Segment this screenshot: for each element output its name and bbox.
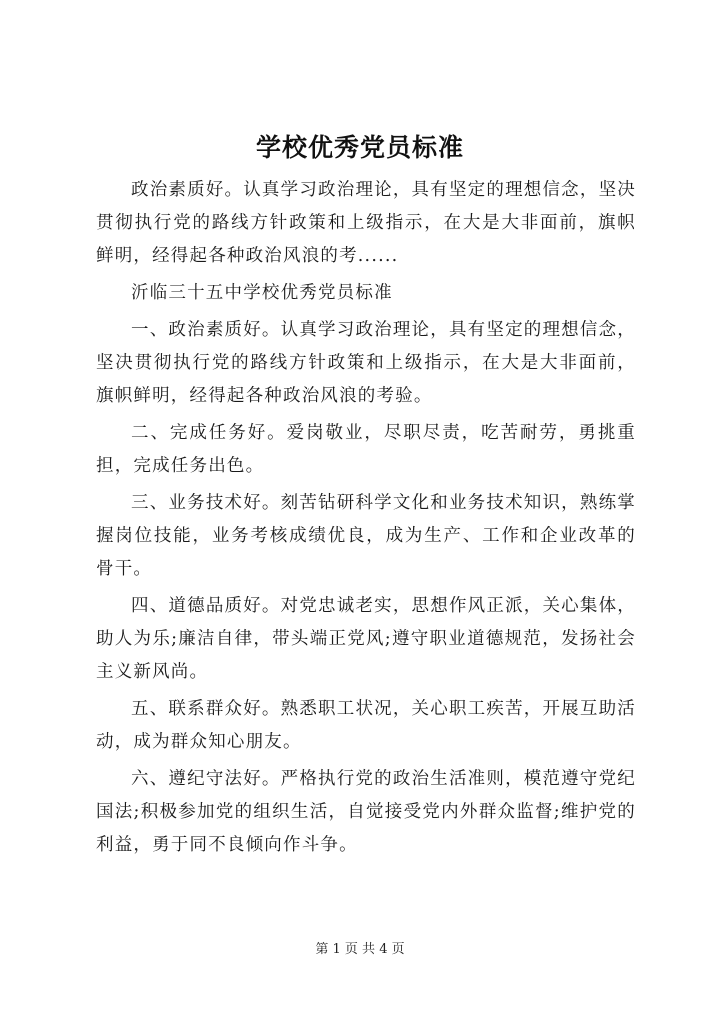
- standard-item-1: 一、政治素质好。认真学习政治理论，具有坚定的理想信念，坚决贯彻执行党的路线方针政策和上级指示，在大是大非面前，旗帜鲜明，经得起各种政治风浪的考验。: [96, 320, 636, 406]
- document-body: [96, 174, 636, 866]
- standard-item-5: 五、联系群众好。熟悉职工状况，关心职工疾苦，开展互助活动，成为群众知心朋友。: [96, 699, 636, 752]
- standard-item-6: 六、遵纪守法好。严格执行党的政治生活准则，模范遵守党纪国法;积极参加党的组织生活，自觉接受党内外群众监督;维护党的利益，勇于同不良倾向作斗争。: [96, 769, 636, 855]
- intro-paragraph: 政治素质好。认真学习政治理论，具有坚定的理想信念，坚决贯彻执行党的路线方针政策和上级指示，在大是大非面前，旗帜鲜明，经得起各种政治风浪的考......: [96, 180, 636, 266]
- standard-item-2: 二、完成任务好。爱岗敬业，尽职尽责，吃苦耐劳，勇挑重担，完成任务出色。: [96, 423, 636, 476]
- document-title: 学校优秀党员标准: [255, 133, 464, 162]
- subtitle-paragraph: 沂临三十五中学校优秀党员标准: [131, 283, 393, 303]
- standard-item-3: 三、业务技术好。刻苦钻研科学文化和业务技术知识，熟练掌握岗位技能，业务考核成绩优良，成为生产、工作和企业改革的骨干。: [96, 493, 636, 579]
- standard-item-4: 四、道德品质好。对党忠诚老实，思想作风正派，关心集体，助人为乐;廉洁自律，带头端正党风;遵守职业道德规范，发扬社会主义新风尚。: [96, 596, 636, 682]
- page-footer: 第 1 页 共 4 页: [315, 942, 405, 957]
